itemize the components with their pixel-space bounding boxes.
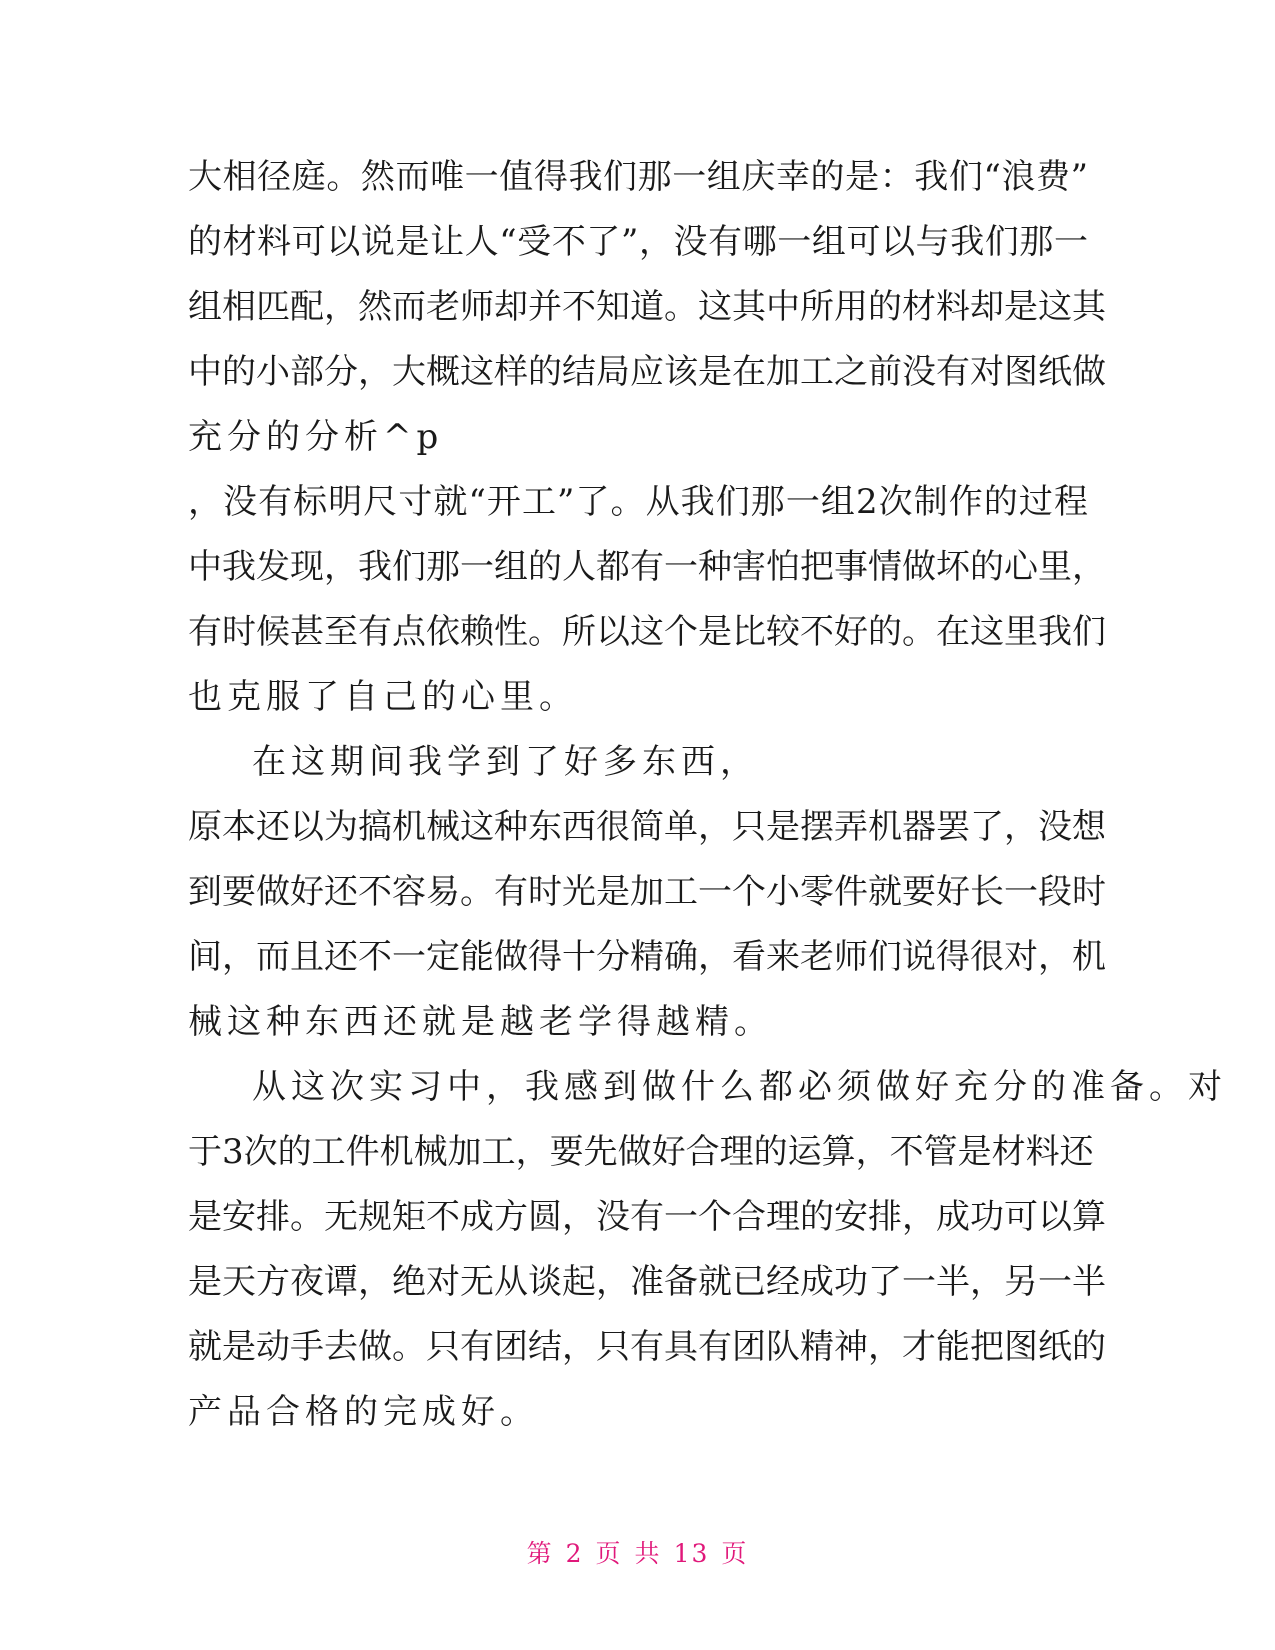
footer-label-page: 页 [595,1539,623,1568]
text-line: 大相径庭。然而唯一值得我们那一组庆幸的是：我们“浪费” [188,157,1088,197]
text-line: 原本还以为搞机械这种东西很简单，只是摆弄机器罢了，没想 [188,807,1106,847]
text-line: 的材料可以说是让人“受不了”，没有哪一组可以与我们那一 [188,222,1088,262]
text-line: 产品合格的完成好。 [188,1392,539,1432]
page-footer [0,1534,1275,1570]
footer-page-number: 2 [565,1539,584,1568]
text-line: 中的小部分，大概这样的结局应该是在加工之前没有对图纸做 [188,352,1106,392]
text-line: ，没有标明尺寸就“开工”了。从我们那一组2次制作的过程 [188,482,1088,522]
text-line: 是天方夜谭，绝对无从谈起，准备就已经成功了一半，另一半 [188,1262,1106,1302]
footer-label-total: 共 [634,1539,662,1568]
footer-total-pages: 13 [673,1539,710,1568]
footer-label-prefix: 第 [526,1539,554,1568]
text-line: 从这次实习中，我感到做什么都必须做好充分的准备。对 [252,1067,1227,1107]
text-line: 就是动手去做。只有团结，只有具有团队精神，才能把图纸的 [188,1327,1106,1367]
text-line: 是安排。无规矩不成方圆，没有一个合理的安排，成功可以算 [188,1197,1106,1237]
body-text [188,145,1227,1445]
text-line: 间，而且还不一定能做得十分精确，看来老师们说得很对，机 [188,937,1106,977]
text-line: 也克服了自己的心里。 [188,677,578,717]
text-line: 在这期间我学到了好多东西， [252,742,759,782]
text-line: 械这种东西还就是越老学得越精。 [188,1002,773,1042]
text-line: 到要做好还不容易。有时光是加工一个小零件就要好长一段时 [188,872,1106,912]
text-line: 中我发现，我们那一组的人都有一种害怕把事情做坏的心里， [188,547,1106,587]
text-line: 组相匹配，然而老师却并不知道。这其中所用的材料却是这其 [188,287,1106,327]
text-line: 充分的分析^p [188,417,444,457]
text-line: 有时候甚至有点依赖性。所以这个是比较不好的。在这里我们 [188,612,1106,652]
text-line: 于3次的工件机械加工，要先做好合理的运算，不管是材料还 [188,1132,1094,1172]
footer-label-suffix: 页 [721,1539,749,1568]
